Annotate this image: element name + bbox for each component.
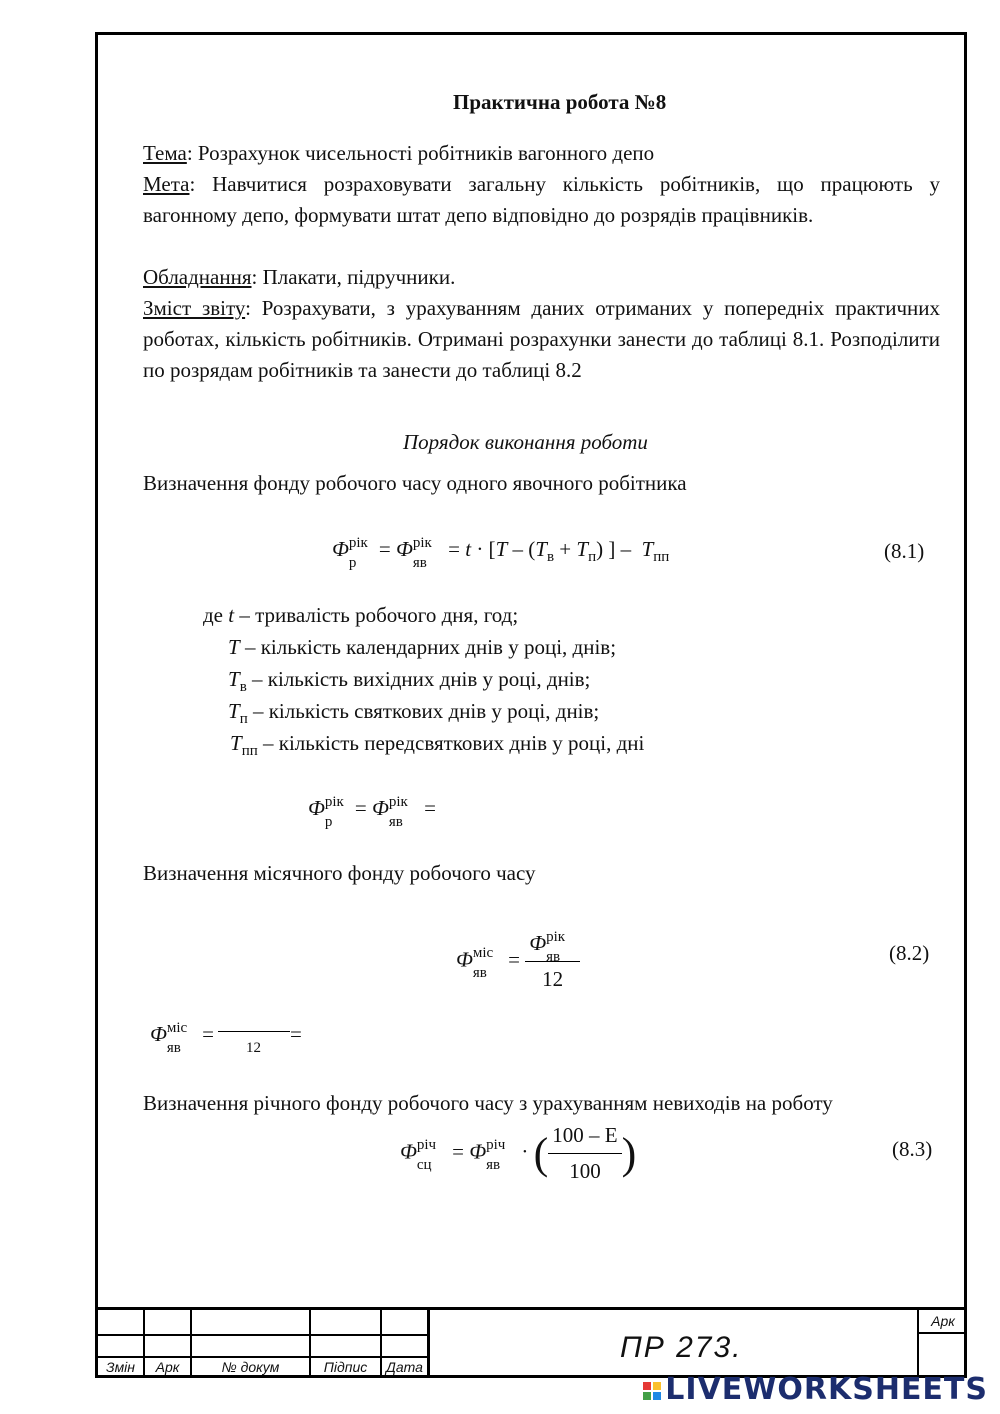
- sheet-label: Арк: [931, 1313, 955, 1329]
- goal-paragraph: Мета: Навчитися розраховувати загальну кількість робітників, що працюють у вагонному депо, формувати штат депо відповідно до розрядів працівників.: [143, 172, 940, 227]
- report-paragraph: Зміст звіту: Розрахувати, з урахуванням даних отриманих у попередніх практичних роботах, кількість робітників. Отримані розрахунки занести до таблиці 8.1. Розподілити по розрядам робітників та занести до таблиці 8.2: [143, 296, 941, 382]
- step3-heading: Визначення річного фонду робочого часу з урахуванням невиходів на роботу: [143, 1091, 833, 1115]
- liveworksheets-logo-icon: [643, 1382, 661, 1400]
- equation-8-3-number: (8.3): [892, 1137, 933, 1161]
- equation-8-2-number: (8.2): [889, 941, 930, 965]
- definition-Tv: $T_в$ – кількість вихідних днів у році, днів;: [228, 667, 591, 695]
- calculation-8-2-fraction-line: [218, 1031, 290, 1032]
- equation-8-1-number: (8.1): [884, 539, 925, 563]
- col-label-zmin: Змін: [105, 1359, 135, 1375]
- equation-8-2: Ф міс яв = Ф рік яв 12: [456, 928, 580, 995]
- definition-Tp: $T_п$ – кількість святкових днів у році, днів;: [228, 699, 600, 727]
- liveworksheets-logo: LIVEWORKSHEETS: [643, 1372, 988, 1407]
- equipment-line: Обладнання: Плакати, підручники.: [143, 265, 456, 289]
- calculation-8-2-equals: =: [290, 1022, 302, 1046]
- definition-Tpp: $T_{пп}$ – кількість передсвяткових днів у році, дні: [230, 731, 645, 759]
- goal-text: : Навчитися розраховувати загальну кількість робітників, що працюють у вагонному депо, формувати штат депо відповідно до розрядів працівників.: [143, 172, 940, 227]
- col-label-ark: Арк: [155, 1359, 180, 1375]
- definition-T: T – кількість календарних днів у році, днів;: [228, 635, 617, 659]
- definition-t: де t – тривалість робочого дня, год;: [203, 603, 519, 627]
- step2-heading: Визначення місячного фонду робочого часу: [143, 861, 536, 885]
- col-label-date: Дата: [386, 1359, 423, 1375]
- page-title: Практична робота №8: [453, 90, 667, 114]
- col-label-doc-number: № докум: [221, 1359, 280, 1375]
- procedure-heading: Порядок виконання роботи: [403, 430, 648, 454]
- topic-line: Тема: Розрахунок чисельності робітників вагонного депо: [143, 141, 655, 165]
- col-label-signature: Підпис: [323, 1359, 368, 1375]
- document-code: ПР 273.: [620, 1331, 743, 1364]
- calculation-8-1: Ф рік р = Ф рік яв =: [308, 794, 436, 830]
- equation-8-1: Ф рік р = Ф рік яв = $t \cdot [T - (T_в + T_п)$ ] – $T_{пп}$: [332, 535, 670, 571]
- calculation-8-2: Ф міс яв =: [150, 1020, 214, 1056]
- calculation-8-2-denominator: 12: [246, 1040, 261, 1056]
- step1-heading: Визначення фонду робочого часу одного явочного робітника: [143, 471, 687, 495]
- equation-8-3: Ф річ сц = Ф річ яв · ( $\frac{100 - E}{100}$ ): [400, 1120, 636, 1187]
